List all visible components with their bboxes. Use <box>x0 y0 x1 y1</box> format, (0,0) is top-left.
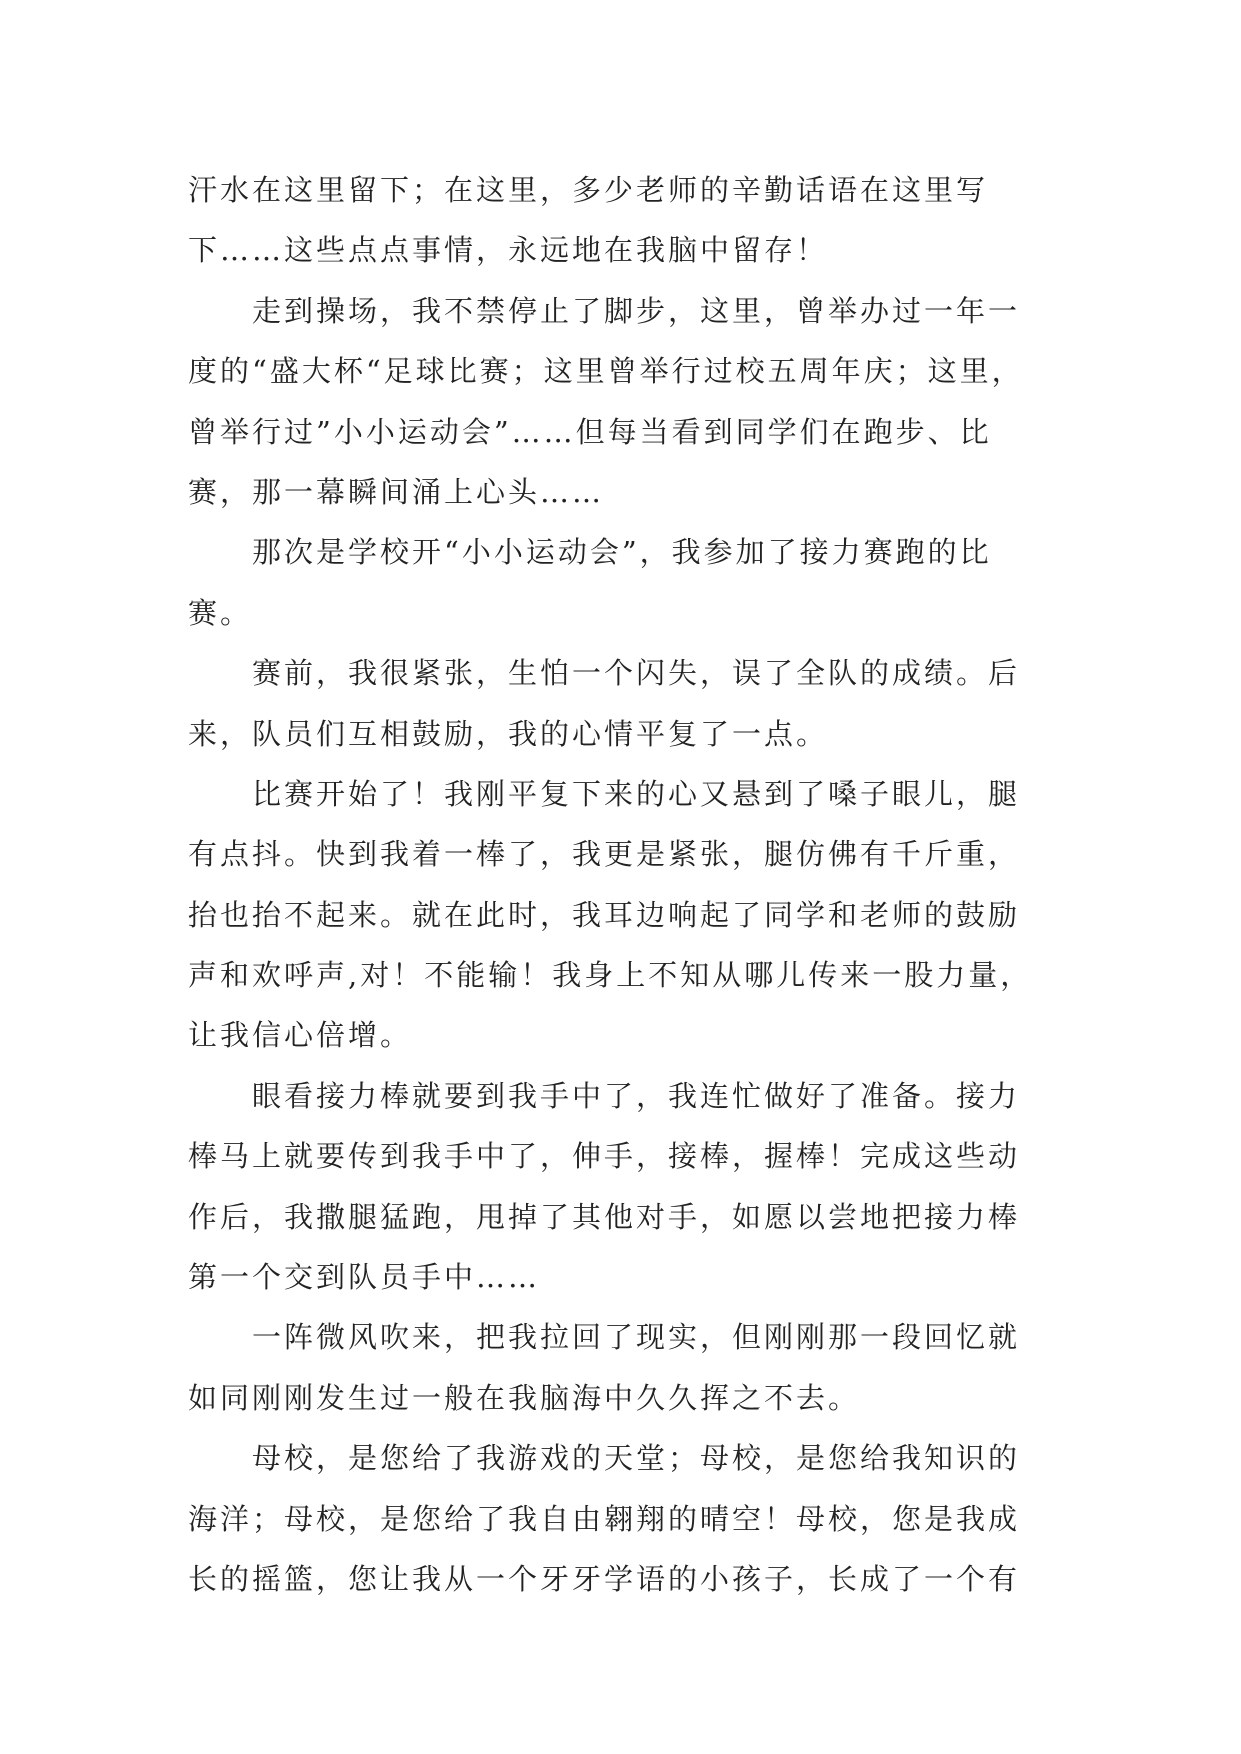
text-line: 如同刚刚发生过一般在我脑海中久久挥之不去。 <box>188 1380 861 1415</box>
text-line: 让我信心倍增。 <box>188 1018 413 1053</box>
paragraph-start-line: 那次是学校开“小小运动会”，我参加了接力赛跑的比 <box>252 535 992 570</box>
text-line: 棒马上就要传到我手中了，伸手，接棒，握棒！完成这些动 <box>188 1139 1021 1174</box>
paragraph-start-line: 比赛开始了！我刚平复下来的心又悬到了嗓子眼儿，腿 <box>252 776 1021 811</box>
text-line: 抬也抬不起来。就在此时，我耳边响起了同学和老师的鼓励 <box>188 897 1021 932</box>
paragraph-start-line: 赛前，我很紧张，生怕一个闪失，误了全队的成绩。后 <box>252 656 1021 691</box>
paragraph-start-line: 眼看接力棒就要到我手中了，我连忙做好了准备。接力 <box>252 1078 1021 1113</box>
essay-body <box>188 160 1058 1609</box>
text-line: 长的摇篮，您让我从一个牙牙学语的小孩子，长成了一个有 <box>188 1561 1021 1596</box>
text-line: 赛，那一幕瞬间涌上心头…… <box>188 474 605 509</box>
text-line: 第一个交到队员手中…… <box>188 1260 541 1295</box>
text-line: 海洋；母校，是您给了我自由翱翔的晴空！母校，您是我成 <box>188 1501 1021 1536</box>
text-line: 曾举行过”小小运动会”……但每当看到同学们在跑步、比 <box>188 414 992 449</box>
paragraph-start-line: 走到操场，我不禁停止了脚步，这里，曾举办过一年一 <box>252 293 1021 328</box>
paragraph-start-line: 一阵微风吹来，把我拉回了现实，但刚刚那一段回忆就 <box>252 1320 1021 1355</box>
text-line: 赛。 <box>188 595 253 630</box>
text-line: 声和欢呼声,对！不能输！我身上不知从哪儿传来一股力量， <box>188 958 1033 993</box>
text-line: 有点抖。快到我着一棒了，我更是紧张，腿仿佛有千斤重， <box>188 837 1021 872</box>
paragraph-start-line: 母校，是您给了我游戏的天堂；母校，是您给我知识的 <box>252 1441 1021 1476</box>
text-line: 来，队员们互相鼓励，我的心情平复了一点。 <box>188 716 829 751</box>
text-line: 作后，我撒腿猛跑，甩掉了其他对手，如愿以尝地把接力棒 <box>188 1199 1021 1234</box>
text-line: 汗水在这里留下；在这里，多少老师的辛勤话语在这里写 <box>188 173 989 207</box>
text-line: 下……这些点点事情，永远地在我脑中留存！ <box>188 233 829 268</box>
text-line: 度的“盛大杯“足球比赛；这里曾举行过校五周年庆；这里， <box>188 354 1024 389</box>
